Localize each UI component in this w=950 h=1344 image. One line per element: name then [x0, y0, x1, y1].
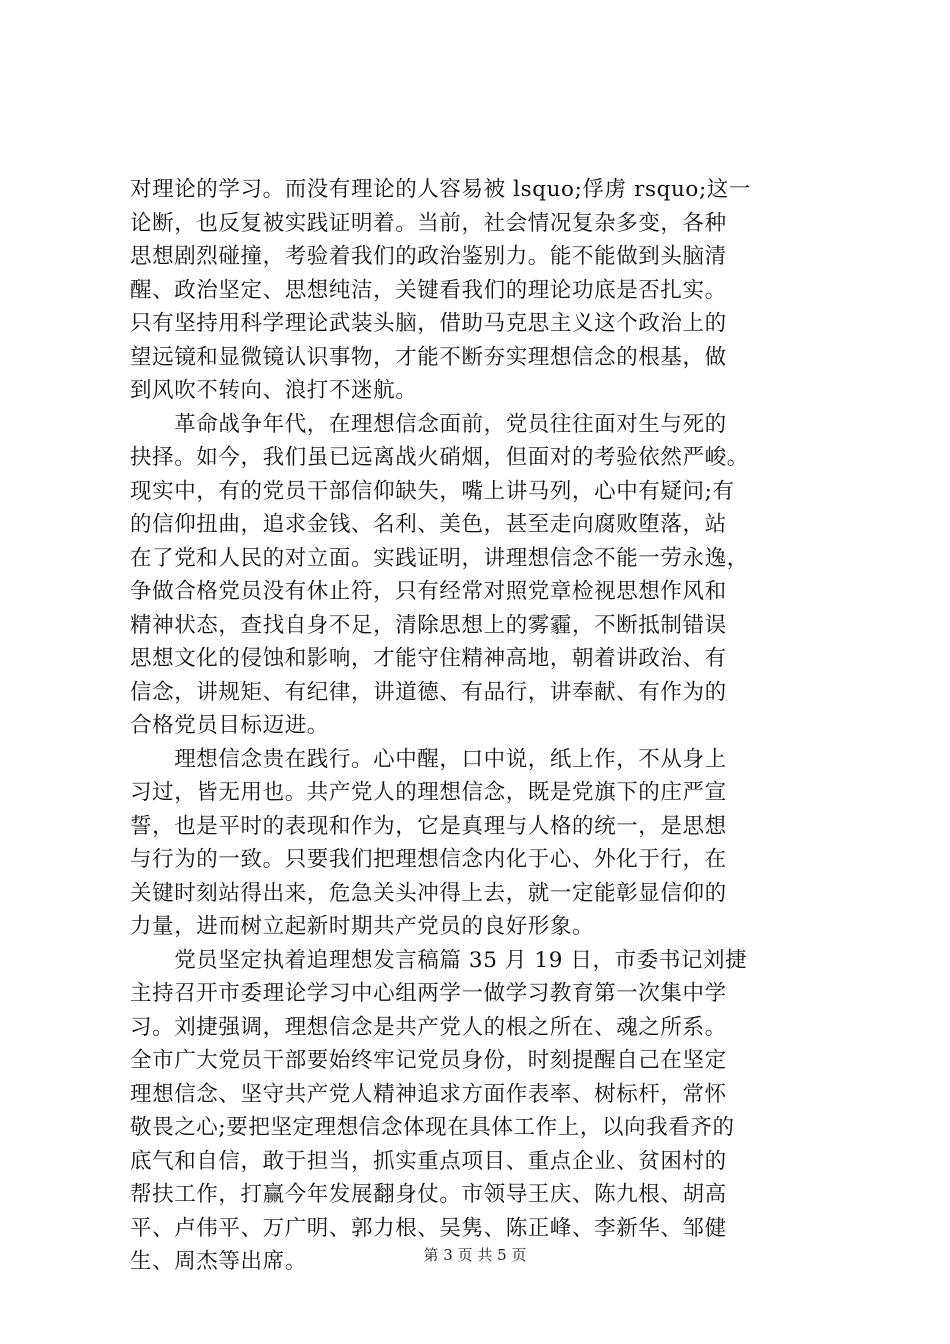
text-line: 思想文化的侵蚀和影响，才能守住精神高地，朝着讲政治、有	[130, 646, 727, 671]
text-line: 与行为的一致。只要我们把理想信念内化于心、外化于行，在	[130, 847, 727, 872]
body-text	[130, 173, 830, 1279]
text-line: 全市广大党员干部要始终牢记党员身份，时刻提醒自己在坚定	[130, 1048, 727, 1073]
text-line: 只有坚持用科学理论武装头脑，借助马克思主义这个政治上的	[130, 311, 727, 336]
text-line: 望远镜和显微镜认识事物，才能不断夯实理想信念的根基，做	[130, 344, 727, 370]
text-line: 对理论的学习。而没有理论的人容易被 lsquo;俘虏 rsquo;这一	[130, 177, 751, 202]
text-line: 论断，也反复被实践证明着。当前，社会情况复杂多变，各种	[130, 210, 727, 236]
text-line: 誓，也是平时的表现和作为，它是真理与人格的统一，是思想	[130, 813, 727, 839]
text-line: 敬畏之心;要把坚定理想信念体现在具体工作上，以向我看齐的	[130, 1115, 735, 1140]
text-line: 现实中，有的党员干部信仰缺失，嘴上讲马列，心中有疑问;有	[130, 478, 735, 504]
text-line: 理想信念、坚守共产党人精神追求方面作表率、树标杆，常怀	[130, 1081, 727, 1107]
text-line: 信念，讲规矩、有纪律，讲道德、有品行，讲奉献、有作为的	[130, 679, 727, 705]
text-line: 思想剧烈碰撞，考验着我们的政治鉴别力。能不能做到头脑清	[130, 244, 727, 269]
text-line: 到风吹不转向、浪打不迷航。	[130, 378, 418, 403]
text-line: 党员坚定执着追理想发言稿篇 35 月 19 日，市委书记刘捷	[130, 947, 748, 973]
text-line: 理想信念贵在践行。心中醒，口中说，纸上作，不从身上	[130, 746, 727, 772]
text-line: 底气和自信，敢于担当，抓实重点项目、重点企业、贫困村的	[130, 1148, 727, 1174]
text-line: 合格党员目标迈进。	[130, 713, 329, 738]
text-line: 力量，进而树立起新时期共产党员的良好形象。	[130, 914, 595, 939]
text-line: 革命战争年代，在理想信念面前，党员往往面对生与死的	[130, 411, 727, 437]
text-line: 习过，皆无用也。共产党人的理想信念，既是党旗下的庄严宣	[130, 780, 727, 805]
text-line: 关键时刻站得出来，危急关头冲得上去，就一定能彰显信仰的	[130, 880, 727, 906]
text-line: 争做合格党员没有休止符，只有经常对照党章检视思想作风和	[130, 579, 727, 604]
text-line: 帮扶工作，打赢今年发展翻身仗。市领导王庆、陈九根、胡高	[130, 1182, 727, 1207]
text-line: 主持召开市委理论学习中心组两学一做学习教育第一次集中学	[130, 981, 727, 1006]
text-line: 抉择。如今，我们虽已远离战火硝烟，但面对的考验依然严峻。	[130, 445, 749, 470]
text-line: 生、周杰等出席。	[130, 1249, 307, 1274]
text-line: 平、卢伟平、万广明、郭力根、吴隽、陈正峰、李新华、邹健	[130, 1215, 727, 1241]
text-line: 醒、政治坚定、思想纯洁，关键看我们的理论功底是否扎实。	[130, 277, 727, 303]
text-line: 习。刘捷强调，理想信念是共产党人的根之所在、魂之所系。	[130, 1014, 727, 1040]
text-line: 在了党和人民的对立面。实践证明，讲理想信念不能一劳永逸，	[130, 545, 749, 571]
text-line: 的信仰扭曲，追求金钱、名利、美色，甚至走向腐败堕落，站	[130, 512, 727, 537]
page-number-footer: 第 3 页 共 5 页	[423, 1246, 527, 1264]
text-line: 精神状态，查找自身不足，清除思想上的雾霾，不断抵制错误	[130, 612, 727, 638]
